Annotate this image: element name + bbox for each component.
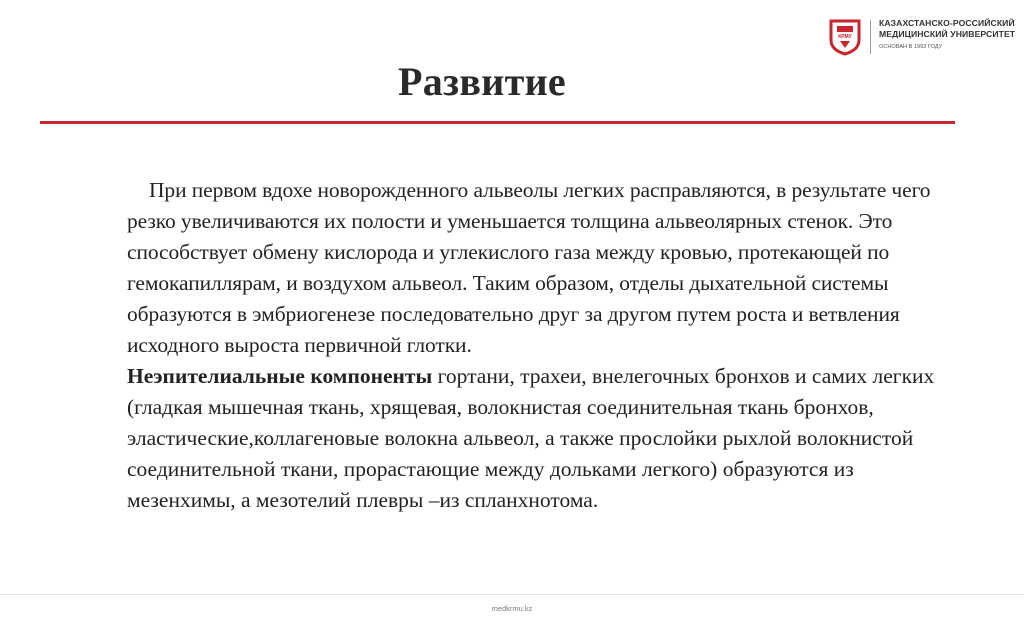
logo-text <box>879 18 1015 53</box>
footer-divider <box>0 594 1024 595</box>
logo-line-1: КАЗАХСТАНСКО-РОССИЙСКИЙ <box>879 18 1015 28</box>
title-divider <box>40 121 955 124</box>
emblem-text: КРМУ <box>838 34 852 40</box>
logo-divider <box>870 20 871 54</box>
slide-title: Развитие <box>397 59 566 104</box>
logo-subtitle: ОСНОВАН В 1992 ГОДУ <box>879 44 943 50</box>
bold-term: Неэпителиальные компоненты <box>127 364 433 388</box>
body-paragraph-2-text: гортани, трахеи, внелегочных бронхов и самих легких (гладкая мышечная ткань, хрящевая, волокнистая соединительная ткань бронхов, эластические,коллагеновые волокна альвеол, а также прослойки рыхлой волокнистой соединительной ткани, прорастающие между дольками легкого) образуются из мезенхимы, а мезотелий плевры –из спланхнотома. <box>127 364 935 512</box>
university-logo <box>828 18 1015 56</box>
slide-body <box>127 175 947 516</box>
body-paragraph-2 <box>127 361 947 516</box>
body-paragraph-1: При первом вдохе новорожденного альвеолы легких расправляются, в результате чего резко увеличиваются их полости и уменьшается толщина альвеолярных стенок. Это способствует обмену кислорода и углекислого газа между кровью, протекающей по гемокапиллярам, и воздухом альвеол. Таким образом, отделы дыхательной системы образуются в эмбриогенезе последовательно друг за другом путем роста и ветвления исходного выроста первичной глотки. <box>127 178 931 357</box>
university-emblem-icon <box>828 18 862 56</box>
logo-line-2: МЕДИЦИНСКИЙ УНИВЕРСИТЕТ <box>879 29 1016 39</box>
footer-site-link[interactable]: medkrmu.kz <box>491 604 533 613</box>
